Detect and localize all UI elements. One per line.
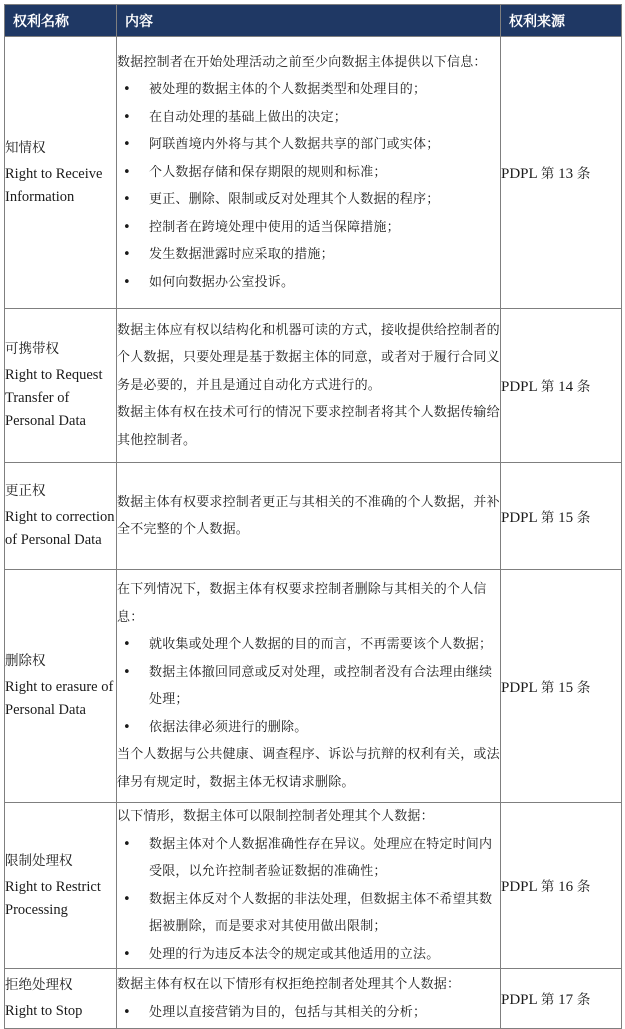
content-cell <box>117 803 501 969</box>
content-cell <box>117 309 501 463</box>
table-row <box>5 37 622 309</box>
right-name-cell <box>5 463 117 570</box>
table-row <box>5 309 622 463</box>
source-cn: 第 <box>540 992 555 1008</box>
table-body <box>5 37 622 1029</box>
source-num: 17 <box>558 992 574 1008</box>
bullet-item: • 个人数据存储和保存期限的规则和标准； <box>117 159 500 187</box>
right-name-en: Right to Restrict Processing <box>5 878 101 918</box>
source-cell <box>501 463 622 570</box>
right-name-cn: 限制处理权 <box>5 852 73 869</box>
content-intro: 数据主体有权要求控制者更正与其相关的不准确的个人数据，并补全不完整的个人数据。 <box>117 494 500 537</box>
bullet-item: • 处理以直接营销为目的，包括与其相关的分析； <box>117 999 500 1027</box>
bullet-item: • 发生数据泄露时应采取的措施； <box>117 241 500 269</box>
source-suffix: 条 <box>576 509 591 526</box>
right-name-cell <box>5 309 117 463</box>
source-prefix: PDPL <box>501 166 538 182</box>
content-intro: 数据主体有权在以下情形有权拒绝控制者处理其个人数据： <box>117 977 461 992</box>
source-num: 15 <box>558 679 574 696</box>
source-suffix: 条 <box>576 679 591 696</box>
right-name-cn: 更正权 <box>5 483 46 499</box>
content-intro: 以下情形，数据主体可以限制控制者处理其个人数据： <box>117 809 434 824</box>
right-name-en: Right to erasure of Personal Data <box>5 679 114 718</box>
right-name-cell <box>5 570 117 803</box>
bullet-list <box>117 831 500 969</box>
source-cn: 第 <box>540 379 555 395</box>
source-cn: 第 <box>540 679 555 696</box>
header-source: 权利来源 <box>501 5 622 37</box>
source-num: 15 <box>558 509 574 526</box>
right-name-en: Right to Stop <box>5 1003 83 1019</box>
content-cell <box>117 570 501 803</box>
content-cell <box>117 463 501 570</box>
source-prefix: PDPL <box>501 679 538 696</box>
content-cell <box>117 37 501 309</box>
right-name-cn: 可携带权 <box>5 341 59 357</box>
source-suffix: 条 <box>576 379 591 395</box>
bullet-item: • 就收集或处理个人数据的目的而言，不再需要该个人数据； <box>117 631 500 659</box>
source-prefix: PDPL <box>501 992 538 1008</box>
content-intro: 在下列情况下，数据主体有权要求控制者删除与其相关的个人信息： <box>117 582 487 625</box>
source-cell <box>501 803 622 969</box>
content-intro: 数据控制者在开始处理活动之前至少向数据主体提供以下信息： <box>117 54 487 70</box>
right-name-cell <box>5 803 117 969</box>
source-suffix: 条 <box>576 166 591 182</box>
right-name-cn: 删除权 <box>5 653 46 669</box>
table-row <box>5 570 622 803</box>
source-cn: 第 <box>540 166 555 182</box>
header-right-name: 权利名称 <box>5 5 117 37</box>
bullet-list <box>117 631 500 741</box>
bullet-item: • 控制者在跨境处理中使用的适当保障措施； <box>117 214 500 242</box>
right-name-en: Right to correction of Personal Data <box>5 509 115 548</box>
source-cell <box>501 309 622 463</box>
bullet-item: • 数据主体对个人数据准确性存在异议。处理应在特定时间内受限，以允许控制者验证数据的准确性； <box>117 831 500 886</box>
source-cn: 第 <box>540 509 555 526</box>
bullet-item: • 被处理的数据主体的个人数据类型和处理目的； <box>117 76 500 104</box>
right-name-en: Right to Request Transfer of Personal Data <box>5 367 103 429</box>
table-header-row <box>5 5 622 37</box>
table-row <box>5 463 622 570</box>
source-cell <box>501 37 622 309</box>
bullet-list <box>117 999 500 1027</box>
bullet-item: • 在自动处理的基础上做出的决定； <box>117 104 500 132</box>
bullet-list <box>117 76 500 296</box>
bullet-item: • 处理的行为违反本法令的规定或其他适用的立法。 <box>117 941 500 969</box>
source-num: 13 <box>558 166 574 182</box>
source-cell <box>501 969 622 1029</box>
right-name-cn: 知情权 <box>5 139 46 156</box>
bullet-item: • 数据主体撤回同意或反对处理，或控制者没有合法理由继续处理； <box>117 659 500 714</box>
source-prefix: PDPL <box>501 509 538 526</box>
source-suffix: 条 <box>576 879 591 895</box>
rights-table <box>4 4 622 1029</box>
source-prefix: PDPL <box>501 379 538 395</box>
content-cell <box>117 969 501 1029</box>
content-note: 当个人数据与公共健康、调查程序、诉讼与抗辩的权利有关，或法律另有规定时，数据主体无权请求删除。 <box>117 747 500 790</box>
source-num: 14 <box>558 379 574 395</box>
bullet-item: • 依据法律必须进行的删除。 <box>117 714 500 742</box>
source-prefix: PDPL <box>501 879 538 895</box>
right-name-cn: 拒绝处理权 <box>5 977 73 993</box>
source-cn: 第 <box>540 879 555 895</box>
content-note: 数据主体有权在技术可行的情况下要求控制者将其个人数据传输给其他控制者。 <box>117 405 500 448</box>
bullet-item: • 阿联酋境内外将与其个人数据共享的部门或实体； <box>117 131 500 159</box>
table-row <box>5 969 622 1029</box>
bullet-item: • 数据主体反对个人数据的非法处理，但数据主体不希望其数据被删除，而是要求对其使用做出限制； <box>117 886 500 941</box>
source-num: 16 <box>558 879 574 895</box>
content-intro: 数据主体应有权以结构化和机器可读的方式，接收提供给控制者的个人数据，只要处理是基于数据主体的同意，或者对于履行合同义务是必要的，并且是通过自动化方式进行的。 <box>117 322 500 393</box>
header-content: 内容 <box>117 5 501 37</box>
right-name-en: Right to Receive Information <box>5 165 103 205</box>
table-row <box>5 803 622 969</box>
right-name-cell <box>5 969 117 1029</box>
bullet-item: • 如何向数据办公室投诉。 <box>117 269 500 297</box>
bullet-item: • 更正、删除、限制或反对处理其个人数据的程序； <box>117 186 500 214</box>
source-suffix: 条 <box>576 992 591 1008</box>
source-cell <box>501 570 622 803</box>
right-name-cell <box>5 37 117 309</box>
